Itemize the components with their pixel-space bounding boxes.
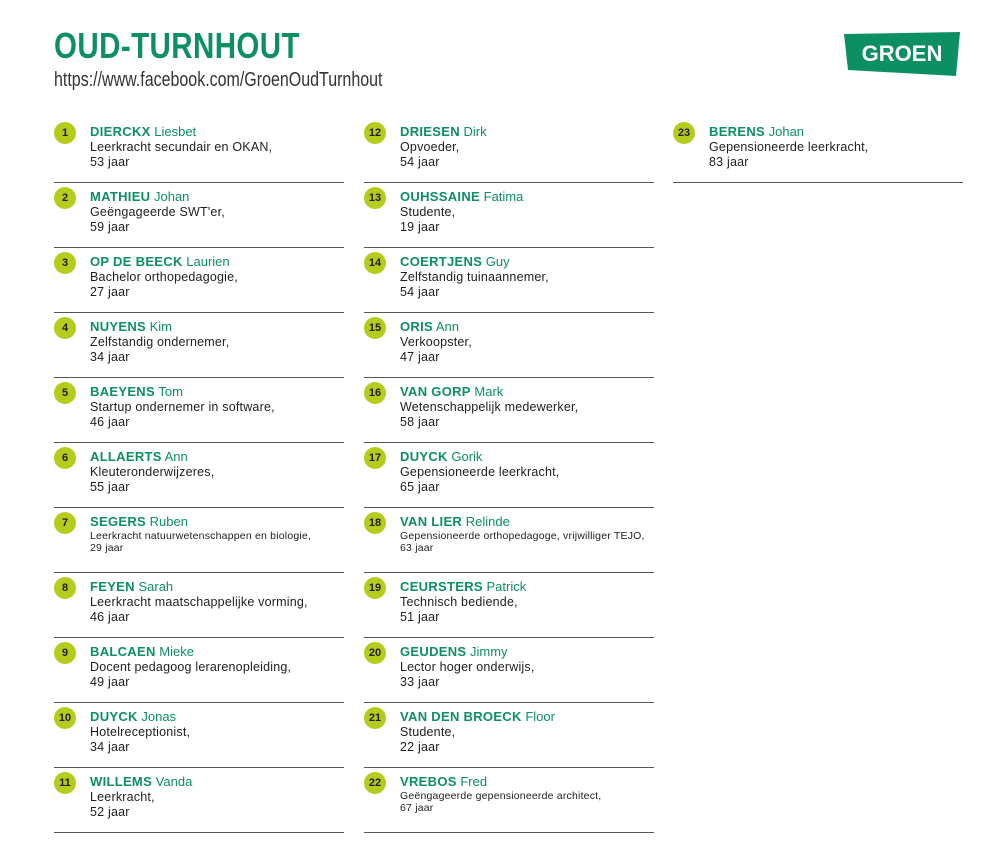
candidate-details [400,400,654,429]
candidate-last-name: GEUDENS [400,644,467,659]
candidate-age: 52 jaar [90,804,130,819]
candidate-first-name: Floor [525,709,555,724]
candidate-occupation: Lector hoger onderwijs, [400,660,535,674]
candidate-details [90,400,344,429]
candidate-occupation: Zelfstandig tuinaannemer, [400,270,549,284]
candidate-first-name: Gorik [451,449,483,464]
candidate-occupation: Gepensioneerde orthopedagoge, vrijwilliger TEJO, [400,530,645,542]
candidate-item [364,443,654,508]
candidate-name [90,514,188,530]
candidate-name [90,449,188,465]
candidate-first-name: Laurien [186,254,230,269]
candidate-details [90,465,344,494]
candidate-item [54,248,344,313]
candidate-item [673,118,963,183]
candidate-name [90,774,192,790]
candidate-first-name: Guy [485,254,510,269]
candidate-last-name: DIERCKX [90,124,151,139]
candidate-item [54,378,344,443]
candidate-item [364,248,654,313]
candidate-age: 67 jaar [400,802,434,814]
candidate-first-name: Johan [153,189,190,204]
candidate-age: 54 jaar [400,284,440,299]
candidate-item [364,183,654,248]
candidate-item [364,768,654,833]
candidate-name [90,189,189,205]
list-number-badge: 18 [364,512,386,534]
list-number-badge: 5 [54,382,76,404]
list-number-badge: 7 [54,512,76,534]
candidate-last-name: SEGERS [90,514,146,529]
candidate-first-name: Patrick [486,579,527,594]
candidate-last-name: BAEYENS [90,384,155,399]
candidate-occupation: Leerkracht natuurwetenschappen en biologie, [90,530,312,542]
candidate-item [54,768,344,833]
candidate-column-1 [54,118,344,833]
candidate-age: 55 jaar [90,479,130,494]
candidate-details [90,270,344,299]
candidate-last-name: VAN GORP [400,384,471,399]
candidate-first-name: Relinde [465,514,510,529]
candidate-last-name: OUHSSAINE [400,189,480,204]
candidate-first-name: Jimmy [470,644,508,659]
candidate-details [90,530,344,554]
candidate-last-name: BALCAEN [90,644,156,659]
candidate-name [400,709,555,725]
candidate-details [90,595,344,624]
list-number-badge: 22 [364,772,386,794]
candidate-occupation: Verkoopster, [400,335,472,349]
list-number-badge: 13 [364,187,386,209]
candidate-age: 63 jaar [400,542,434,554]
candidate-name [400,384,503,400]
candidate-age: 53 jaar [90,154,130,169]
candidate-last-name: DUYCK [90,709,138,724]
candidate-details [400,595,654,624]
candidate-occupation: Leerkracht maatschappelijke vorming, [90,595,308,609]
candidate-column-3 [673,118,963,183]
candidate-column-2 [364,118,654,833]
list-number-badge: 4 [54,317,76,339]
candidate-last-name: MATHIEU [90,189,151,204]
list-number-badge: 12 [364,122,386,144]
candidate-occupation: Bachelor orthopedagogie, [90,270,238,284]
candidate-occupation: Leerkracht, [90,790,155,804]
list-number-badge: 3 [54,252,76,274]
candidate-details [400,140,654,169]
candidate-occupation: Gepensioneerde leerkracht, [709,140,869,154]
candidate-last-name: DUYCK [400,449,448,464]
candidate-first-name: Dirk [463,124,487,139]
list-number-badge: 1 [54,122,76,144]
candidate-first-name: Liesbet [154,124,197,139]
candidate-occupation: Studente, [400,725,456,739]
candidate-age: 22 jaar [400,739,440,754]
candidate-last-name: COERTJENS [400,254,483,269]
candidate-age: 19 jaar [400,219,440,234]
candidate-last-name: ALLAERTS [90,449,162,464]
candidate-item [364,378,654,443]
candidate-first-name: Mark [474,384,504,399]
candidate-first-name: Ann [435,319,460,334]
candidate-age: 58 jaar [400,414,440,429]
list-number-badge: 2 [54,187,76,209]
candidate-item [364,638,654,703]
candidate-name [400,449,482,465]
candidate-name [400,579,526,595]
candidate-item [54,638,344,703]
candidate-last-name: NUYENS [90,319,146,334]
candidate-first-name: Kim [149,319,172,334]
candidate-age: 34 jaar [90,349,130,364]
candidate-first-name: Johan [768,124,805,139]
candidate-age: 46 jaar [90,609,130,624]
candidate-first-name: Fred [460,774,488,789]
candidate-details [90,725,344,754]
list-number-badge: 23 [673,122,695,144]
candidate-occupation: Technisch bediende, [400,595,518,609]
candidate-details [90,140,344,169]
candidate-occupation: Gepensioneerde leerkracht, [400,465,560,479]
candidate-first-name: Ruben [149,514,188,529]
list-number-badge: 21 [364,707,386,729]
candidate-age: 34 jaar [90,739,130,754]
candidate-last-name: BERENS [709,124,765,139]
candidate-age: 54 jaar [400,154,440,169]
candidate-item [364,313,654,378]
candidate-age: 51 jaar [400,609,440,624]
candidate-name [400,514,510,530]
candidate-item [364,118,654,183]
candidate-details [90,790,344,819]
candidate-occupation: Kleuteronderwijzeres, [90,465,215,479]
candidate-name [90,124,196,140]
candidate-age: 33 jaar [400,674,440,689]
candidate-details [90,205,344,234]
list-number-badge: 9 [54,642,76,664]
candidate-item [364,703,654,768]
candidate-name [400,254,510,270]
candidate-last-name: FEYEN [90,579,135,594]
candidate-age: 65 jaar [400,479,440,494]
candidate-last-name: WILLEMS [90,774,153,789]
candidate-occupation: Studente, [400,205,456,219]
candidate-details [400,660,654,689]
candidate-name [400,319,459,335]
candidate-name [709,124,804,140]
candidate-details [400,530,654,554]
candidate-age: 83 jaar [709,154,749,169]
candidate-age: 47 jaar [400,349,440,364]
candidate-occupation: Geëngageerde SWT'er, [90,205,225,219]
candidate-name [400,189,523,205]
list-number-badge: 16 [364,382,386,404]
candidate-occupation: Wetenschappelijk medewerker, [400,400,579,414]
list-number-badge: 15 [364,317,386,339]
candidate-occupation: Zelfstandig ondernemer, [90,335,230,349]
candidate-name [90,384,183,400]
candidate-last-name: CEURSTERS [400,579,483,594]
list-number-badge: 20 [364,642,386,664]
candidate-last-name: DRIESEN [400,124,460,139]
candidate-item [54,508,344,573]
list-number-badge: 19 [364,577,386,599]
list-number-badge: 11 [54,772,76,794]
candidate-name [400,774,487,790]
candidate-item [54,183,344,248]
candidate-age: 46 jaar [90,414,130,429]
candidate-last-name: ORIS [400,319,433,334]
candidate-last-name: OP DE BEECK [90,254,183,269]
candidate-item [54,443,344,508]
candidate-name [90,254,230,270]
candidate-occupation: Opvoeder, [400,140,460,154]
candidate-details [400,790,654,814]
list-number-badge: 14 [364,252,386,274]
candidate-details [400,465,654,494]
candidate-age: 59 jaar [90,219,130,234]
candidate-age: 27 jaar [90,284,130,299]
candidate-last-name: VAN LIER [400,514,463,529]
logo-text: GROEN [861,41,943,66]
candidate-name [400,644,508,660]
candidate-last-name: VAN DEN BROECK [400,709,522,724]
candidate-details [90,660,344,689]
candidate-occupation: Leerkracht secundair en OKAN, [90,140,273,154]
list-number-badge: 17 [364,447,386,469]
candidate-item [54,703,344,768]
candidate-name [400,124,487,140]
candidate-item [364,508,654,573]
candidate-occupation: Startup ondernemer in software, [90,400,275,414]
candidate-name [90,319,172,335]
candidate-details [400,725,654,754]
list-number-badge: 6 [54,447,76,469]
candidate-details [90,335,344,364]
candidate-first-name: Tom [158,384,183,399]
candidate-first-name: Jonas [141,709,177,724]
candidate-details [400,335,654,364]
page-title: OUD-TURNHOUT [54,25,300,66]
candidate-name [90,709,176,725]
candidate-occupation: Geëngageerde gepensioneerde architect, [400,790,602,802]
candidate-first-name: Ann [164,449,188,464]
candidate-details [400,205,654,234]
candidate-details [709,140,963,169]
candidate-name [90,644,194,660]
candidate-name [90,579,173,595]
list-number-badge: 10 [54,707,76,729]
candidate-details [400,270,654,299]
candidate-first-name: Vanda [155,774,193,789]
list-number-badge: 8 [54,577,76,599]
candidate-occupation: Hotelreceptionist, [90,725,191,739]
candidate-first-name: Fatima [483,189,524,204]
candidate-first-name: Sarah [138,579,174,594]
candidate-last-name: VREBOS [400,774,457,789]
candidate-item [54,573,344,638]
candidate-first-name: Mieke [159,644,194,659]
candidate-item [54,313,344,378]
facebook-url[interactable]: https://www.facebook.com/GroenOudTurnhout [54,69,383,91]
groen-logo [844,32,960,76]
candidate-age: 49 jaar [90,674,130,689]
candidate-item [364,573,654,638]
candidate-age: 29 jaar [90,542,124,554]
candidate-occupation: Docent pedagoog lerarenopleiding, [90,660,292,674]
candidate-item [54,118,344,183]
